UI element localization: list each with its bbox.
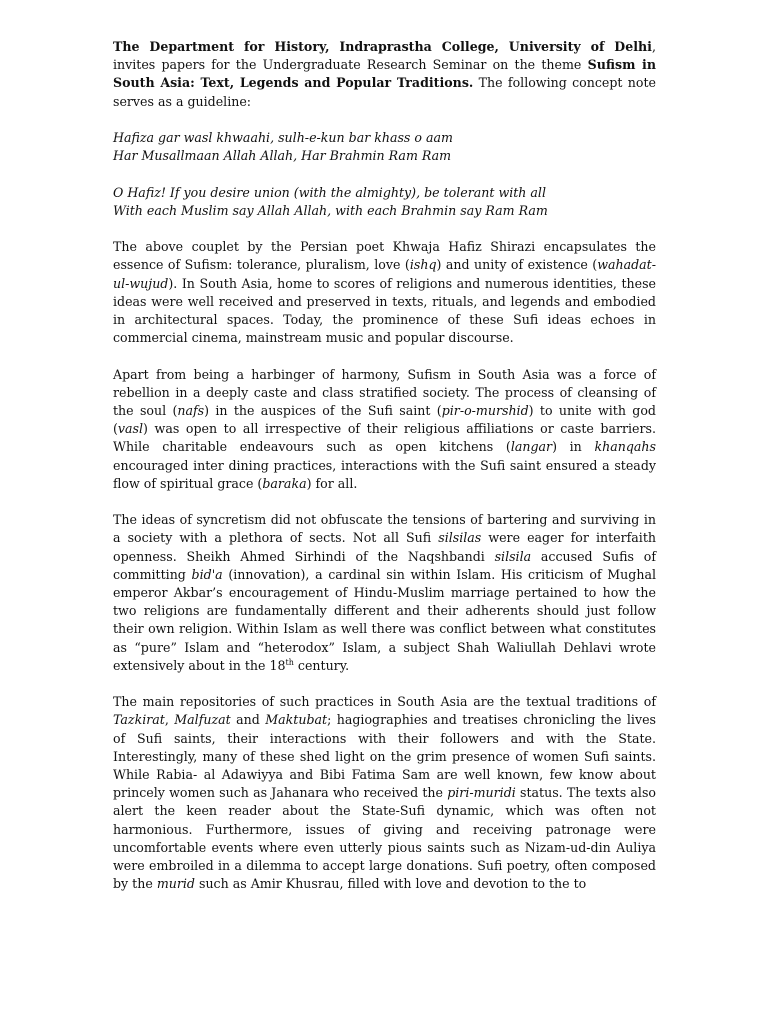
couplet-translation <box>113 184 656 220</box>
intro-paragraph <box>113 38 656 111</box>
couplet-line-2: Har Musallmaan Allah Allah, Har Brahmin Ram Ram <box>113 148 452 164</box>
p3-text-b: were eager for interfaith openness. Sheikh Ahmed Sirhindi of the Naqshbandi <box>113 530 656 564</box>
intro-text-2: The following concept note serves as a guideline: <box>113 75 656 109</box>
term-piri-muridi: piri-muridi <box>447 785 516 801</box>
p1-text-a: The above couplet by the Persian poet Khwaja Hafiz Shirazi encapsulates the essence of Sufism: tolerance, pluralism, love ( <box>113 239 656 273</box>
term-tazkirat: Tazkirat <box>113 712 165 728</box>
p1-text-c: ). In South Asia, home to scores of religions and numerous identities, these ideas were well received and preserved in texts, rituals, and legends and embodied in architectural spaces. Today, the prominence of these Sufi ideas echoes in commercial cinema, mainstream music and popular discourse. <box>113 275 656 346</box>
term-nafs: nafs <box>177 403 205 418</box>
term-silsila: silsila <box>494 548 532 564</box>
p3-text-d: (innovation), a cardinal sin within Islam. His criticism of Mughal emperor Akbar’s encouragement of Hindu-Muslim marriage pertained to how the two religions are fundamentally different and their adherents should just follow their own religion. Within Islam as well there was conflict between what constitutes as “pure” Islam and “heterodox” Islam, a subject Shah Waliullah Dehlavi wrote extensively about in the 18 <box>113 566 657 673</box>
translation-line-2: With each Muslim say Allah Allah, with each Brahmin say Ram Ram <box>113 202 548 218</box>
p2-text-g: ) for all. <box>306 475 358 491</box>
seminar-theme: Sufism in South Asia: Text, Legends and Popular Traditions. <box>113 57 656 91</box>
p4-text-f: such as Amir Khusrau, filled with love and devotion to the to <box>194 876 587 892</box>
p2-text-d: ) was open to all irrespective of their religious affiliations or caste barriers. While charitable endeavours such as open kitchens ( <box>113 421 656 455</box>
term-langar: langar <box>510 439 553 455</box>
p2-text-a: Apart from being a harbinger of harmony, Sufism in South Asia was a force of rebellion in a deeply caste and class stratified society. The process of cleansing of the soul ( <box>113 366 656 418</box>
p4-text-d: ; hagiographies and treatises chronicling the lives of Sufi saints, their interactions with their followers and with the State. Interestingly, many of these shed light on the grim presence of women Sufi saints. While Rabia- al Adawiyya and Bibi Fatima Sam are well known, few know about princely women such as Jahanara who received the <box>113 712 656 801</box>
term-vasl: vasl <box>117 421 144 437</box>
concept-note-page <box>113 38 656 912</box>
p3-text-c: accused Sufis of committing <box>113 548 656 582</box>
p1-text-b: ) and unity of existence ( <box>436 257 598 273</box>
p4-text-e: status. The texts also alert the keen reader about the State-Sufi dynamic, which was often not harmonious. Furthermore, issues of giving and receiving patronage were uncomfortable events where even utterly pious saints such as Nizam-ud-din Auliya were embroiled in a dilemma to accept large donations. Sufi poetry, often composed by the <box>113 785 656 892</box>
term-maktubat: Maktubat <box>265 712 328 728</box>
term-khanqahs: khanqahs <box>594 439 656 455</box>
p4-text-b: , <box>164 712 175 728</box>
paragraph-couplet-context <box>113 238 656 347</box>
term-murid: murid <box>156 876 195 892</box>
department-name: The Department for History, Indraprastha College, University of Delhi <box>113 39 652 54</box>
couplet-original <box>113 129 656 165</box>
term-wahadat: wahadat-ul-wujud <box>113 257 656 291</box>
paragraph-tensions <box>113 511 656 675</box>
term-bida: bid'a <box>191 566 223 582</box>
p2-text-f: encouraged inter dining practices, interactions with the Sufi saint ensured a steady flow of spiritual grace ( <box>113 457 656 491</box>
term-pir: pir-o-murshid <box>441 403 529 418</box>
p4-text-c: and <box>230 712 266 728</box>
couplet-line-1: Hafiza gar wasl khwaahi, sulh-e-kun bar khass o aam <box>113 130 453 145</box>
term-silsilas: silsilas <box>438 530 482 546</box>
p4-text-a: The main repositories of such practices in South Asia are the textual traditions of <box>113 694 656 710</box>
p3-text-a: The ideas of syncretism did not obfuscate the tensions of bartering and surviving in a society with a plethora of sects. Not all Sufi <box>113 512 656 546</box>
intro-text-1: , invites papers for the Undergraduate Research Seminar on the theme <box>113 39 656 73</box>
ordinal-superscript: th <box>285 657 294 667</box>
p2-text-e: ) in <box>552 439 595 455</box>
paragraph-repositories <box>113 693 656 893</box>
p3-text-e: century. <box>293 657 350 673</box>
p2-text-b: ) in the auspices of the Sufi saint ( <box>204 403 442 418</box>
term-ishq: ishq <box>409 257 437 273</box>
term-baraka: baraka <box>262 475 307 491</box>
translation-line-1: O Hafiz! If you desire union (with the almighty), be tolerant with all <box>113 184 546 200</box>
paragraph-rebellion <box>113 366 656 493</box>
term-malfuzat: Malfuzat <box>174 712 231 728</box>
p2-text-c: ) to unite with god ( <box>113 403 656 437</box>
